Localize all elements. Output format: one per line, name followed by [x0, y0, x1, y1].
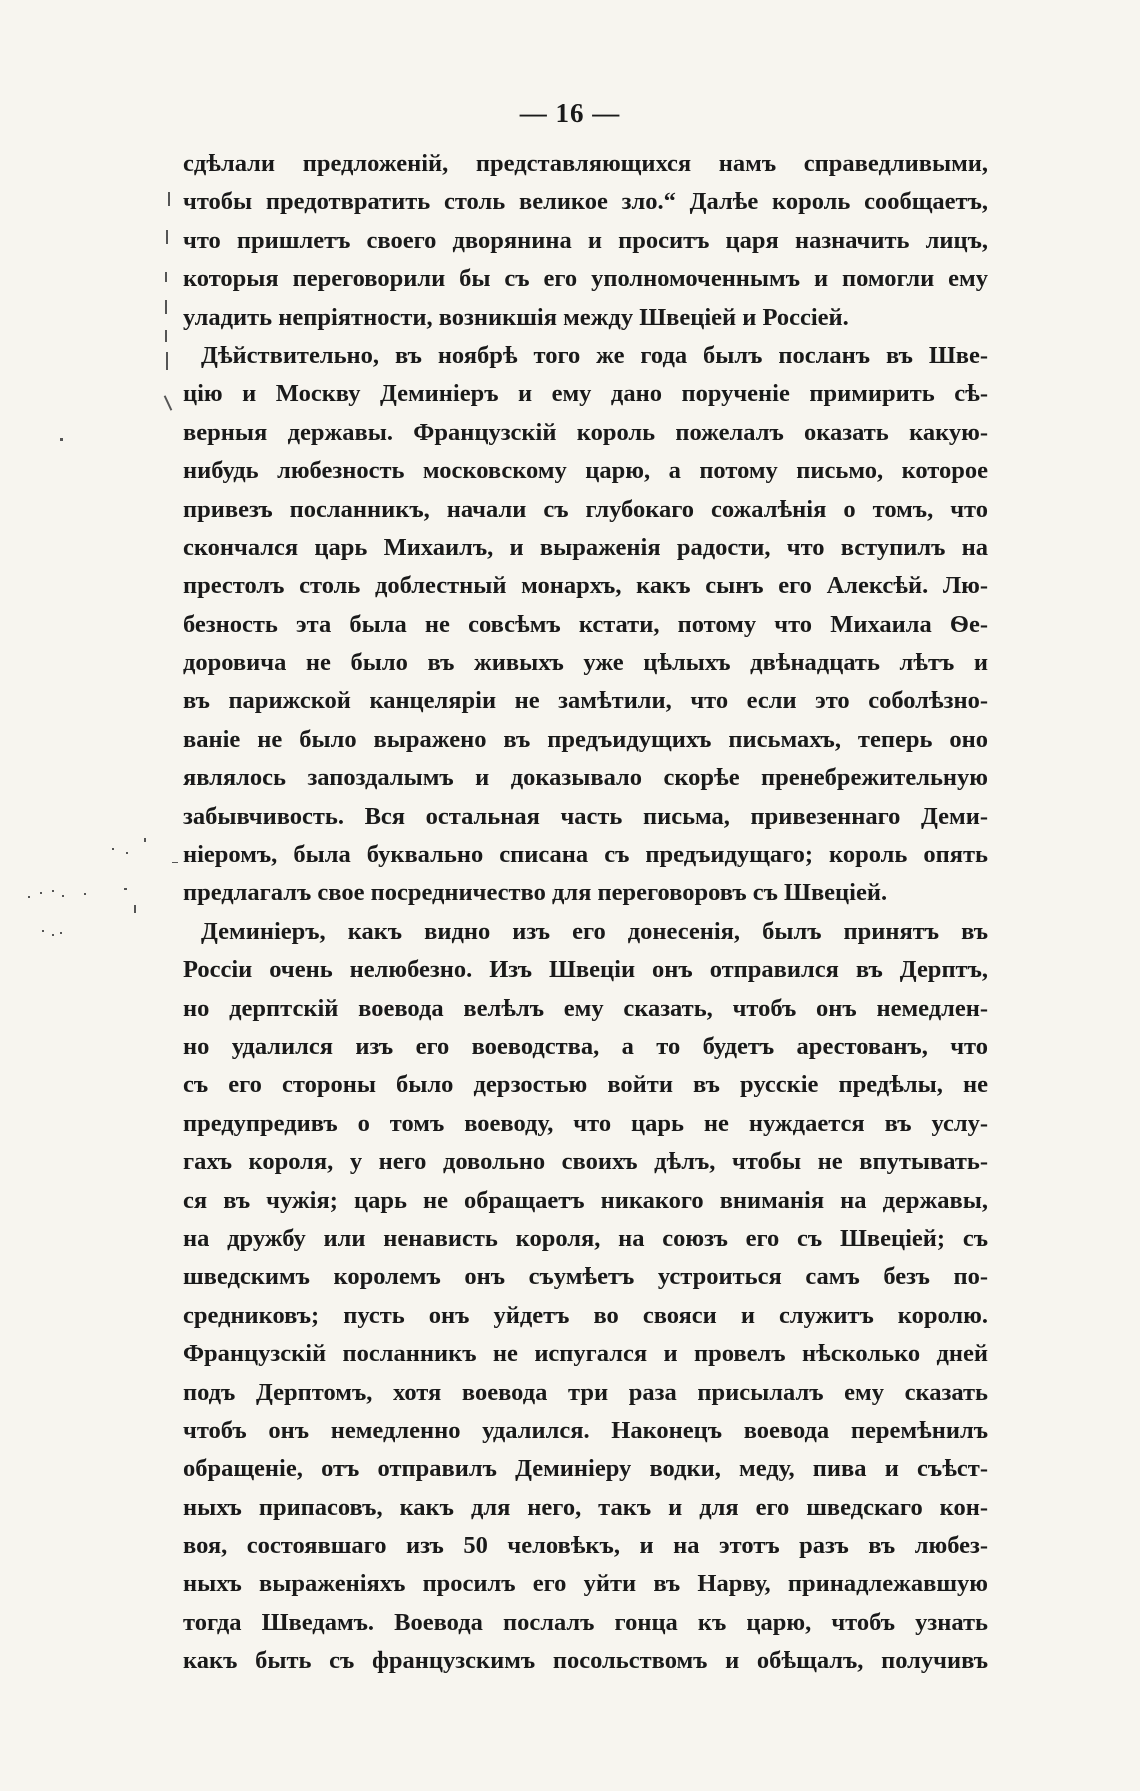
text-line: доровича не было въ живыхъ уже цѣлыхъ двѣнадцать лѣтъ и [183, 649, 988, 677]
text-line: нибудь любезность московскому царю, а потому письмо, которое [183, 457, 988, 485]
text-line: престолъ столь доблестный монархъ, какъ сынъ его Алексѣй. Лю- [183, 572, 988, 600]
text-line: обращеніе, отъ отправилъ Деминіеру водки, меду, пива и съѣст- [183, 1455, 988, 1483]
text-line: шведскимъ королемъ онъ съумѣетъ устроиться самъ безъ по- [183, 1263, 988, 1291]
text-line: являлось запоздалымъ и доказывало скорѣе пренебрежительную [183, 764, 988, 792]
text-line: какъ быть съ французскимъ посольствомъ и обѣщалъ, получивъ [183, 1647, 988, 1675]
text-line: Деминіеръ, какъ видно изъ его донесенія, былъ принятъ въ [201, 917, 988, 945]
text-line: предлагалъ свое посредничество для переговоровъ съ Швеціей. [183, 879, 888, 907]
text-line: уладить непріятности, возникшія между Швеціей и Россіей. [183, 303, 849, 331]
text-line: воя, состоявшаго изъ 50 человѣкъ, и на этотъ разъ въ любез- [183, 1532, 988, 1560]
text-line: подъ Дерптомъ, хотя воевода три раза присылалъ ему сказать [183, 1378, 988, 1406]
text-line: которыя переговорили бы съ его уполномоченнымъ и помогли ему [183, 265, 988, 293]
text-line: забывчивость. Вся остальная часть письма, привезеннаго Деми- [183, 802, 988, 830]
paragraph [183, 337, 988, 913]
page-number: — 16 — [519, 98, 621, 128]
text-line: но дерптскій воевода велѣлъ ему сказать, чтобъ онъ немедлен- [183, 994, 988, 1022]
text-line: ваніе не было выражено въ предъидущихъ письмахъ, теперь оно [183, 725, 988, 753]
text-line: на дружбу или ненависть короля, на союзъ его съ Швеціей; съ [183, 1224, 988, 1252]
text-line: что пришлетъ своего дворянина и проситъ царя назначить лицъ, [183, 226, 988, 254]
text-line: ныхъ припасовъ, какъ для него, такъ и для его шведскаго кон- [183, 1493, 988, 1521]
text-line: привезъ посланникъ, начали съ глубокаго сожалѣнія о томъ, что [183, 495, 988, 523]
text-line: верныя державы. Французскій король пожелалъ оказать какую- [183, 418, 988, 446]
text-line: сдѣлали предложеній, представляющихся намъ справедливыми, [183, 150, 988, 177]
text-line: предупредивъ о томъ воеводу, что царь не нуждается въ услу- [183, 1109, 988, 1137]
text-line: безность эта была не совсѣмъ кстати, потому что Михаила Ѳе- [183, 610, 988, 638]
text-line: Россіи очень нелюбезно. Изъ Швеціи онъ отправился въ Дерптъ, [183, 956, 988, 984]
text-line: ніеромъ, была буквально списана съ предъидущаго; король опять [183, 841, 988, 869]
text-line: чтобъ онъ немедленно удалился. Наконецъ воевода перемѣнилъ [183, 1416, 988, 1444]
text-line: скончался царь Михаилъ, и выраженія радости, что вступилъ на [183, 533, 988, 561]
text-line: гахъ короля, у него довольно своихъ дѣлъ, чтобы не впутывать- [183, 1148, 988, 1176]
text-line: чтобы предотвратить столь великое зло.“ Далѣе король сообщаетъ, [183, 188, 988, 216]
text-line: но удалился изъ его воеводства, а то будетъ арестованъ, что [183, 1032, 988, 1060]
text-line: съ его стороны было дерзостью войти въ русскіе предѣлы, не [183, 1071, 988, 1099]
text-line: въ парижской канцеляріи не замѣтили, что если это соболѣзно- [183, 687, 988, 715]
text-line: тогда Шведамъ. Воевода послалъ гонца къ царю, чтобъ узнать [183, 1608, 988, 1636]
text-line: средниковъ; пусть онъ уйдетъ во свояси и служитъ королю. [183, 1301, 988, 1329]
paragraph [183, 913, 988, 1681]
paragraph [183, 145, 988, 337]
text-line: Французскій посланникъ не испугался и провелъ нѣсколько дней [183, 1340, 988, 1368]
text-line: ся въ чужія; царь не обращаетъ никакого вниманія на державы, [183, 1186, 988, 1214]
page-body-text [183, 145, 988, 1681]
margin-pencil-marks [0, 0, 200, 1791]
text-line: ныхъ выраженіяхъ просилъ его уйти въ Нарву, принадлежавшую [183, 1570, 988, 1598]
text-line: цію и Москву Деминіеръ и ему дано порученіе примирить сѣ- [183, 380, 988, 408]
text-line: Дѣйствительно, въ ноябрѣ того же года былъ посланъ въ Шве- [201, 341, 988, 369]
